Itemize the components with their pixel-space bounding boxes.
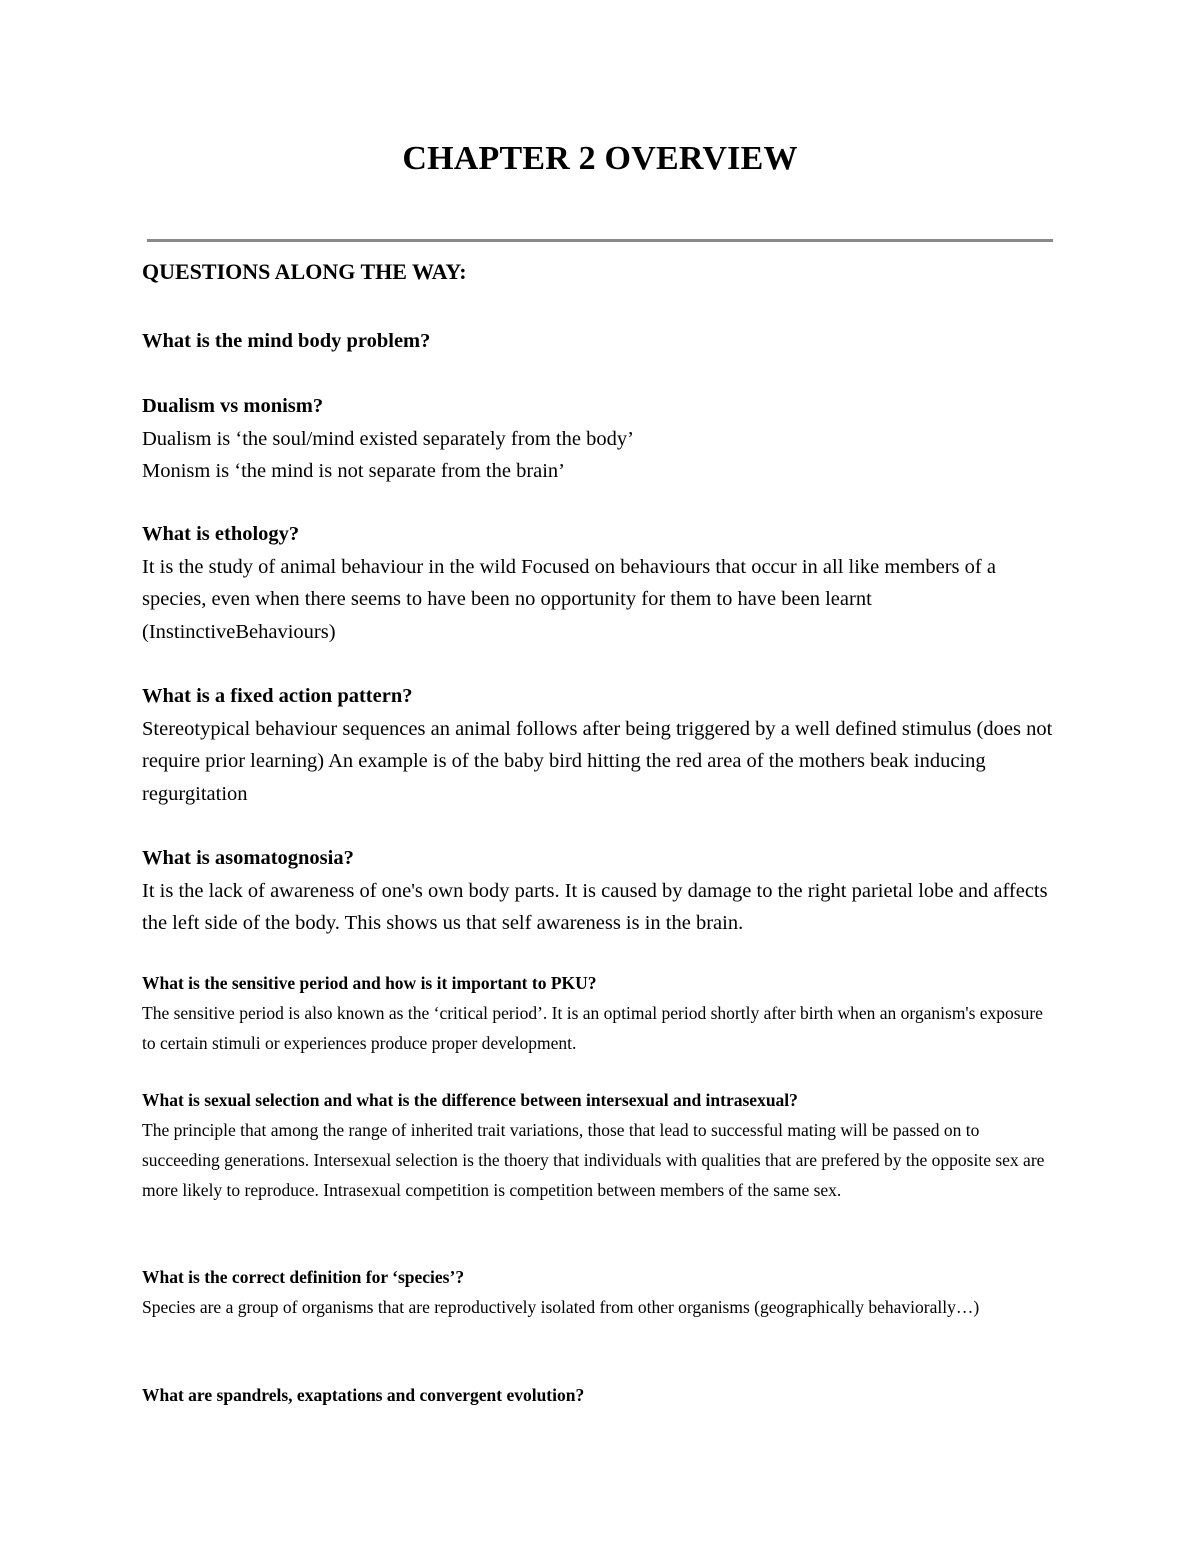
qa-item-ethology xyxy=(142,518,1057,648)
answer-text: Stereotypical behaviour sequences an animal follows after being triggered by a well defined stimulus (does not require prior learning) An example is of the baby bird hitting the red area of the mothers beak inducing regurgitation xyxy=(142,717,1053,805)
qa-item-sensitive-period xyxy=(142,968,1057,1058)
answer-text: Monism is ‘the mind is not separate from the brain’ xyxy=(142,460,566,482)
question-text: What are spandrels, exaptations and convergent evolution? xyxy=(142,1385,585,1405)
qa-item-mind-body xyxy=(142,325,1057,358)
horizontal-divider xyxy=(147,239,1053,242)
qa-item-fixed-action-pattern xyxy=(142,680,1057,810)
answer-text: Dualism is ‘the soul/mind existed separately from the body’ xyxy=(142,427,634,450)
qa-item-spandrels xyxy=(142,1380,1057,1410)
qa-item-asomatognosia xyxy=(142,842,1057,940)
answer-text: It is the study of animal behaviour in the wild Focused on behaviours that occur in all like members of a species, even when there seems to have been no opportunity for them to have been learnt (InstinctiveBehaviours) xyxy=(142,555,996,643)
answer-text: It is the lack of awareness of one's own body parts. It is caused by damage to the right parietal lobe and affects the left side of the body. This shows us that self awareness is in the brain. xyxy=(142,879,1048,934)
question-text: What is asomatognosia? xyxy=(142,847,354,869)
question-text: What is the mind body problem? xyxy=(142,330,431,352)
question-text: What is the correct definition for ‘species’? xyxy=(142,1267,465,1287)
page-title: CHAPTER 2 OVERVIEW xyxy=(402,140,798,177)
qa-item-dualism xyxy=(142,390,1057,488)
qa-item-sexual-selection xyxy=(142,1085,1057,1205)
answer-text: The sensitive period is also known as the ‘critical period’. It is an optimal period shortly after birth when an organism's exposure to certain stimuli or experiences produce proper development. xyxy=(142,1003,1043,1053)
question-text: What is the sensitive period and how is it important to PKU? xyxy=(142,973,597,993)
question-text: What is sexual selection and what is the difference between intersexual and intrasexual? xyxy=(142,1090,798,1110)
section-heading: QUESTIONS ALONG THE WAY: xyxy=(142,259,467,284)
qa-item-species xyxy=(142,1262,1057,1322)
question-text: What is a fixed action pattern? xyxy=(142,685,413,707)
answer-text: The principle that among the range of inherited trait variations, those that lead to successful mating will be passed on to succeeding generations. Intersexual selection is the thoery that individuals with qualities that are prefered by the opposite sex are more likely to reproduce. Intrasexual competition is competition between members of the same sex. xyxy=(142,1120,1045,1200)
question-text: Dualism vs monism? xyxy=(142,395,324,417)
question-text: What is ethology? xyxy=(142,523,300,545)
answer-text: Species are a group of organisms that are reproductively isolated from other organisms (geographically behaviorally…) xyxy=(142,1297,980,1317)
